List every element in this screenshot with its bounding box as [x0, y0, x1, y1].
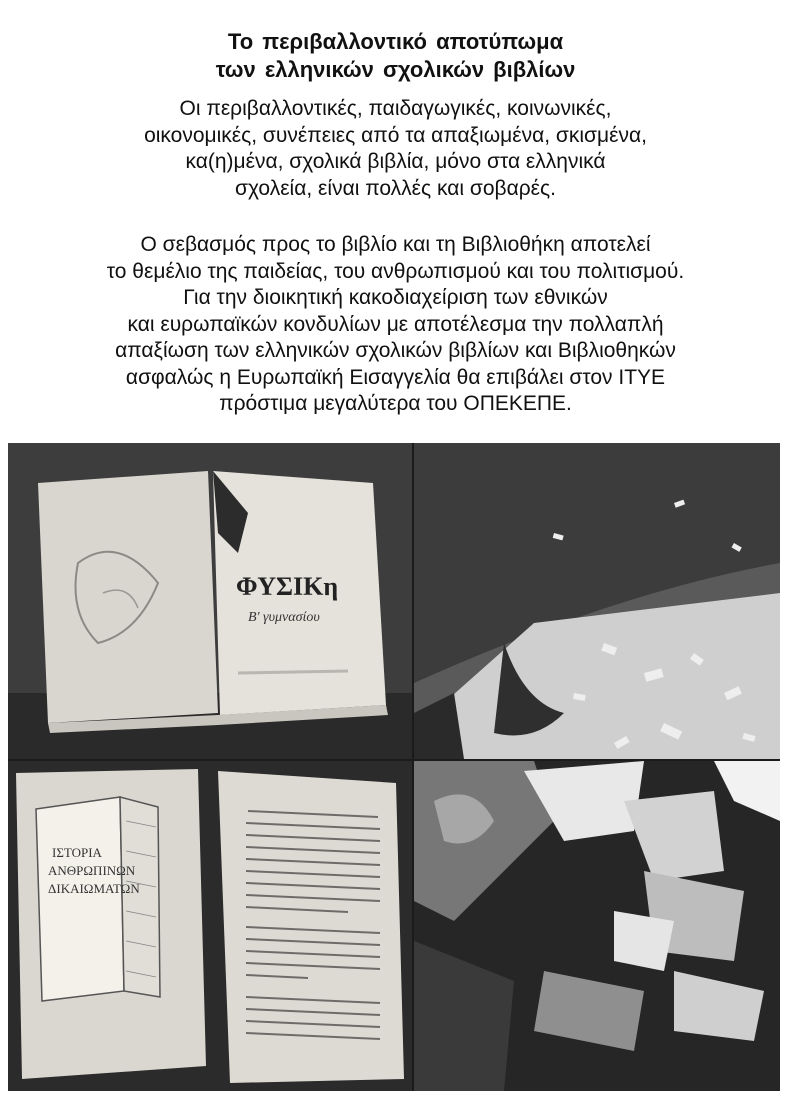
photo-physics-book — [8, 443, 412, 759]
history-book-image — [8, 761, 412, 1091]
paragraph-line: απαξίωση των ελληνικών σχολικών βιβλίων και Βιβλιοθηκών — [115, 339, 676, 362]
intro-paragraph — [0, 96, 791, 202]
paragraph-line: ασφαλώς η Ευρωπαϊκή Εισαγγελία θα επιβάλει στον ΙΤΥΕ — [125, 365, 666, 389]
history-book-cover-line-3: ΔΙΚΑΙΩΜΑΤΩΝ — [48, 881, 140, 896]
paragraph-line: σχολεία, είναι πολλές και σοβαρές. — [235, 176, 556, 200]
photo-torn-pages-floor — [414, 443, 780, 759]
paragraph-line: και ευρωπαϊκών κονδυλίων με αποτέλεσμα την πολλαπλή — [127, 312, 664, 336]
paragraph-line: το θεμέλιο της παιδείας, του ανθρωπισμού και του πολιτισμού. — [106, 259, 685, 283]
physics-book-title: ΦΥΣΙΚη — [236, 572, 339, 601]
paragraph-line: οικονομικές, συνέπειες από τα απαξιωμένα, σκισμένα, — [144, 123, 647, 147]
title-line-2: των ελληνικών σχολικών βιβλίων — [215, 57, 576, 82]
paragraph-line: Για την διοικητική κακοδιαχείριση των εθνικών — [183, 286, 608, 309]
photo-collage — [8, 443, 780, 1091]
paragraph-line: κα(η)μένα, σχολικά βιβλία, μόνο στα ελληνικά — [185, 150, 606, 173]
burnt-pages-image — [414, 761, 780, 1091]
physics-book-subtitle: Β' γυμνασίου — [248, 610, 320, 625]
paragraph-line: πρόστιμα μεγαλύτερα του ΟΠΕΚΕΠΕ. — [219, 392, 572, 415]
paragraph-line: Οι περιβαλλοντικές, παιδαγωγικές, κοινωνικές, — [179, 97, 612, 120]
main-paragraph — [0, 232, 791, 418]
history-book-cover-line-2: ΑΝΘΡΩΠΙΝΩΝ — [48, 863, 136, 878]
photo-history-book — [8, 761, 412, 1091]
paragraph-line: Ο σεβασμός προς το βιβλίο και τη Βιβλιοθήκη αποτελεί — [140, 233, 651, 256]
physics-book-image — [8, 443, 412, 759]
torn-pages-image — [414, 443, 780, 759]
photo-burnt-pages — [414, 761, 780, 1091]
history-book-cover-line-1: ΙΣΤΟΡΙΑ — [52, 845, 102, 860]
title-line-1: Το περιβαλλοντικό αποτύπωμα — [227, 29, 564, 54]
document-title — [0, 28, 791, 84]
